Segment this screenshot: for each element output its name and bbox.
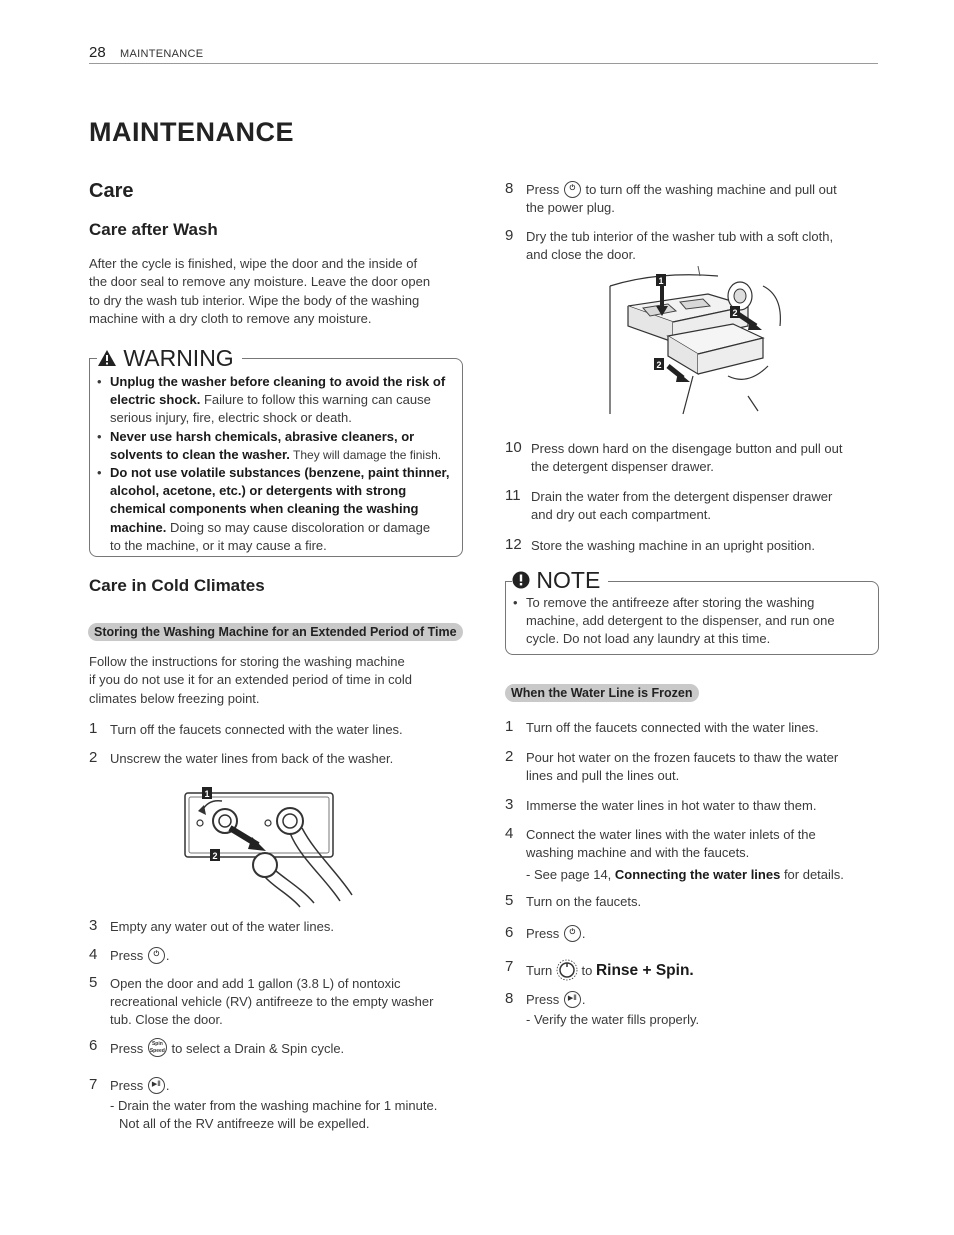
warning-triangle-icon	[97, 349, 117, 367]
warning-list	[97, 373, 457, 555]
frozen-step-2: 2 Pour hot water on the frozen faucets to thaw the water lines and pull the lines out.	[505, 748, 839, 783]
page-header	[89, 44, 878, 64]
dispenser-drawer-figure	[598, 266, 788, 418]
care-after-wash-text: After the cycle is finished, wipe the door and the inside of the door seal to remove any moisture. Leave the door open to dry the wash tub interior. Wipe the body of the washing machine with a dry cloth to remove any moisture.	[89, 256, 431, 326]
start-pause-icon: ▶‖	[564, 991, 581, 1008]
page-title: MAINTENANCE	[89, 117, 294, 147]
frozen-step-7: 7 Turn to Rinse + Spin.	[505, 958, 694, 979]
storing-step-1: 1 Turn off the faucets connected with the water lines.	[89, 720, 403, 737]
storing-intro: Follow the instructions for storing the washing machine if you do not use it for an extended period of time in cold climates below freezing point.	[89, 654, 413, 706]
page-number: 28	[89, 44, 106, 61]
warning-item: • Never use harsh chemicals, abrasive cleaners, or solvents to clean the washer. They will damage the finish.	[97, 428, 442, 462]
storing-label: Storing the Washing Machine for an Extended Period of Time	[88, 623, 463, 641]
storing-step-11: 11 Drain the water from the detergent dispenser drawer and dry out each compartment.	[505, 487, 833, 522]
frozen-step-4: 4 Connect the water lines with the water inlets of the washing machine and with the faucets. - See page 14, Connecting the water lines for details.	[505, 825, 844, 882]
power-icon: ⏻	[148, 947, 165, 964]
figure-label-2: 2	[212, 851, 218, 861]
frozen-step-8: 8 Press ▶‖ . - Verify the water fills properly.	[505, 990, 700, 1027]
storing-step-2: 2 Unscrew the water lines from back of the washer.	[89, 749, 394, 766]
warning-title: WARNING	[123, 345, 234, 371]
section-label: MAINTENANCE	[120, 48, 204, 60]
figure-label-1: 1	[204, 789, 210, 799]
svg-text:2: 2	[732, 308, 738, 318]
note-list	[513, 594, 873, 649]
storing-step-10: 10 Press down hard on the disengage button and pull out the detergent dispenser drawer.	[505, 439, 843, 474]
storing-step-9: 9 Dry the tub interior of the washer tub with a soft cloth, and close the door.	[505, 227, 834, 262]
water-lines-figure	[180, 783, 355, 908]
frozen-label: When the Water Line is Frozen	[505, 684, 699, 702]
frozen-step-5: 5 Turn on the faucets.	[505, 892, 642, 909]
svg-text:1: 1	[658, 276, 664, 286]
care-heading: Care	[89, 180, 134, 202]
note-item: • To remove the antifreeze after storing the washing machine, add detergent to the dispenser, and run one cycle. Do not load any laundry at this time.	[513, 595, 835, 647]
frozen-step-1: 1 Turn off the faucets connected with the water lines.	[505, 718, 819, 735]
storing-step-8: 8 Press ⏻ to turn off the washing machine and pull out the power plug.	[505, 180, 837, 215]
warning-heading	[97, 345, 242, 372]
care-after-wash-heading: Care after Wash	[89, 220, 218, 239]
note-exclamation-icon	[512, 571, 530, 589]
start-pause-icon: ▶‖	[148, 1077, 165, 1094]
frozen-step-3: 3 Immerse the water lines in hot water to thaw them.	[505, 796, 817, 813]
storing-step-6: 6 Press Spin Speed to select a Drain & Spin cycle.	[89, 1037, 345, 1056]
storing-step-4: 4 Press ⏻ .	[89, 946, 170, 963]
frozen-step-6: 6 Press ⏻ .	[505, 924, 586, 941]
storing-step-7: 7 Press ▶‖ . - Drain the water from the washing machine for 1 minute. Not all of the RV antifreeze will be expelled.	[89, 1076, 438, 1131]
storing-step-12: 12 Store the washing machine in an upright position.	[505, 536, 816, 553]
power-icon: ⏻	[564, 181, 581, 198]
warning-item: • Do not use volatile substances (benzene, paint thinner, alcohol, acetone, etc.) or detergents with strong chemical components when cleaning the washing machine. Doing so may cause discoloration or damage to the machine, or it may cause a fire.	[97, 465, 450, 553]
warning-item: • Unplug the washer before cleaning to avoid the risk of electric shock. Failure to follow this warning can cause serious injury, fire, electric shock or death.	[97, 374, 446, 426]
power-icon: ⏻	[564, 925, 581, 942]
spin-speed-icon: Spin Speed	[148, 1038, 167, 1057]
cold-climates-heading: Care in Cold Climates	[89, 576, 265, 595]
storing-step-3: 3 Empty any water out of the water lines.	[89, 917, 334, 934]
storing-step-5: 5 Open the door and add 1 gallon (3.8 L) of nontoxic recreational vehicle (RV) antifreeze to the empty washer tub. Close the door.	[89, 974, 434, 1027]
svg-text:2: 2	[656, 360, 662, 370]
cycle-dial-icon	[556, 959, 578, 981]
note-title: NOTE	[536, 567, 601, 593]
note-heading	[512, 567, 608, 594]
